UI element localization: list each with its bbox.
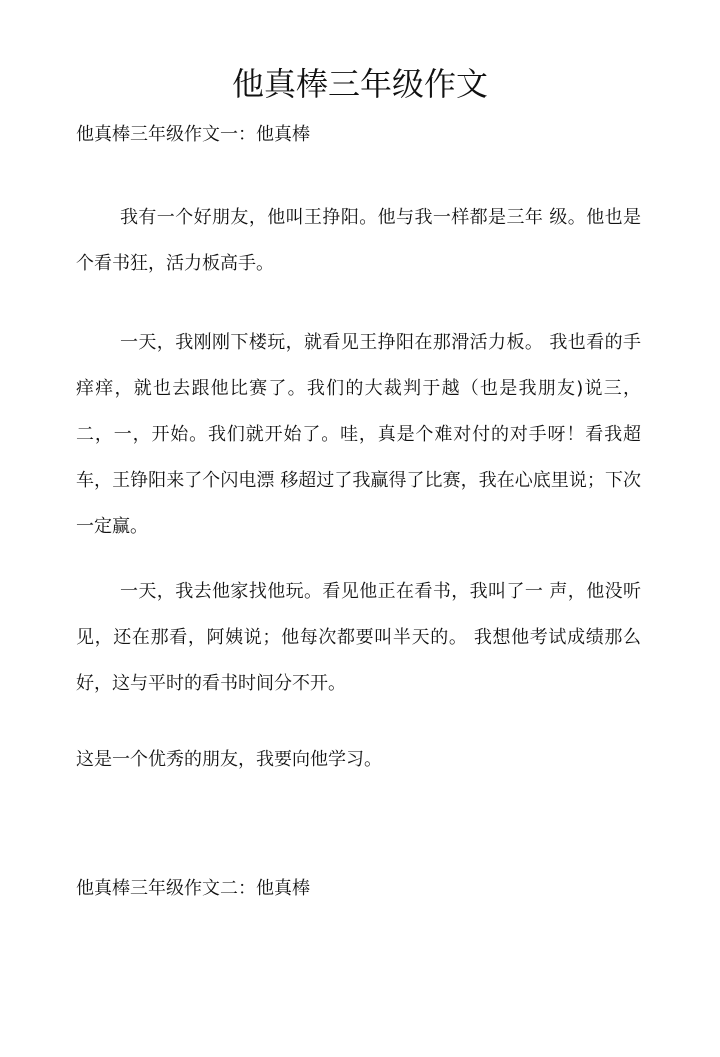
document-title: 他真棒三年级作文 <box>231 65 488 103</box>
paragraph-4: 这是一个优秀的朋友，我要向他学习。 <box>76 749 382 770</box>
paragraph-2: 一天，我刚刚下楼玩，就看见王挣阳在那滑活力板。 我也看的手痒痒，就也去跟他比赛了。我们的大裁判于越（也是我朋友)说三，二，一，开始。我们就开始了。哇，真是个难对付的对手呀！看我超车，王铮阳来了个闪电漂 移超过了我赢得了比赛，我在心底里说；下次一定赢。 <box>76 332 641 537</box>
paragraph-1: 我有一个好朋友，他叫王挣阳。他与我一样都是三年 级。他也是个看书狂，活力板高手。 <box>76 207 641 274</box>
paragraph-3: 一天，我去他家找他玩。看见他正在看书，我叫了一 声，他没听见，还在那看，阿姨说；他每次都要叫半天的。 我想他考试成绩那么好，这与平时的看书时间分不开。 <box>76 581 641 694</box>
section-heading-2: 他真棒三年级作文二：他真棒 <box>76 878 310 899</box>
section-heading-1: 他真棒三年级作文一：他真棒 <box>76 124 310 145</box>
